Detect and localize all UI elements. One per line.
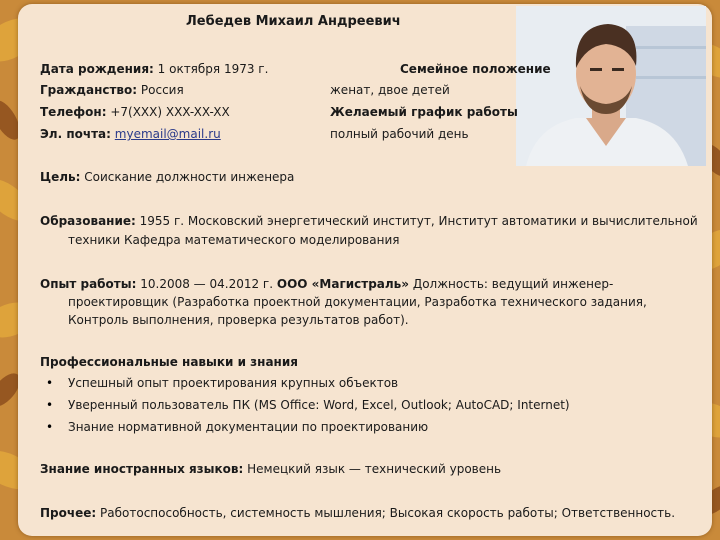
languages-value: Немецкий язык — технический уровень [247,462,502,476]
schedule-value: полный рабочий день [330,127,469,141]
bullet-icon: • [46,420,54,434]
languages-row [40,462,501,477]
email-row [40,127,221,142]
education-label: Образование: [40,214,136,228]
education-row [40,214,698,229]
goal-label: Цель: [40,170,81,184]
email-link[interactable]: myemail@mail.ru [114,127,221,141]
family-status-label: Семейное положение [400,62,551,76]
other-label: Прочее: [40,506,97,520]
skills-item: Знание нормативной документации по проектированию [68,420,429,434]
experience-row [40,277,613,292]
skills-item: Уверенный пользователь ПК (MS Office: Word, Excel, Outlook; AutoCAD; Internet) [68,398,570,412]
phone-label: Телефон: [40,105,107,119]
experience-line2: проектировщик (Разработка проектной документации, Разработка технического задания, [68,295,647,309]
education-line1: 1955 г. Московский энергетический институт, Институт автоматики и вычислительной [139,214,698,228]
experience-label: Опыт работы: [40,277,137,291]
experience-line3: Контроль выполнения, проверка результатов работ). [68,313,409,327]
bullet-icon: • [46,398,54,412]
schedule-label: Желаемый график работы [330,105,518,119]
skills-heading: Профессиональные навыки и знания [40,355,298,369]
other-row [40,506,675,521]
birth-label: Дата рождения: [40,62,154,76]
goal-value: Соискание должности инженера [84,170,295,184]
citizenship-value: Россия [140,83,184,97]
experience-period: 10.2008 — 04.2012 г. [140,277,274,291]
candidate-name: Лебедев Михаил Андреевич [186,14,401,29]
experience-position: Должность: ведущий инженер- [412,277,614,291]
experience-company: ООО «Магистраль» [276,277,410,291]
birth-value: 1 октября 1973 г. [157,62,269,76]
portrait-photo [516,6,706,166]
family-status-value: женат, двое детей [330,83,450,97]
goal-row [40,170,294,185]
citizenship-row [40,83,184,98]
education-line2: техники Кафедра математического моделирования [68,233,400,247]
email-label: Эл. почта: [40,127,111,141]
skills-item: Успешный опыт проектирования крупных объектов [68,376,399,390]
phone-row [40,105,230,120]
birth-date-row [40,62,268,77]
other-value: Работоспособность, системность мышления; Высокая скорость работы; Ответственность. [100,506,676,520]
bullet-icon: • [46,376,54,390]
phone-value: +7(XXX) XXX-XX-XX [110,105,230,119]
citizenship-label: Гражданство: [40,83,138,97]
languages-label: Знание иностранных языков: [40,462,244,476]
